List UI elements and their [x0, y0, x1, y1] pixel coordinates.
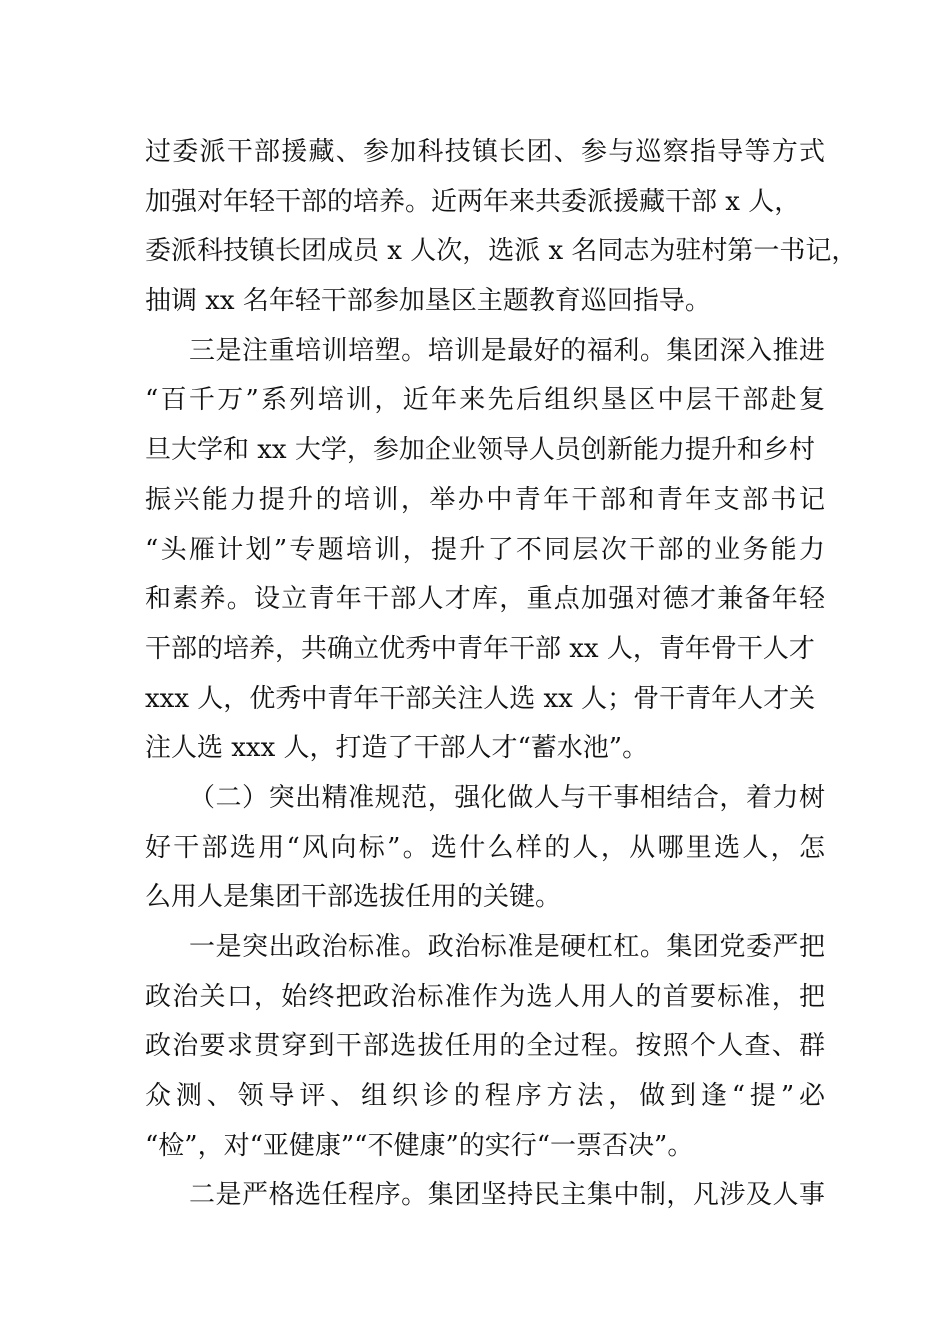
text-line: 委派科技镇长团成员 x 人次，选派 x 名同志为驻村第一书记， [145, 236, 858, 267]
text-line: 众测、领导评、组织诊的程序方法，做到逢“提”必 [145, 1081, 825, 1112]
paragraph-first-line: 一是突出政治标准。政治标准是硬杠杠。集团党委严把 [189, 932, 825, 962]
text-line: 干部的培养，共确立优秀中青年干部 xx 人，青年骨干人才 [145, 633, 815, 664]
text-line: 政治要求贯穿到干部选拔任用的全过程。按照个人查、群 [145, 1031, 825, 1062]
text-line: 注人选 xxx 人，打造了干部人才“蓄水池”。 [145, 733, 649, 764]
text-line: 过委派干部援藏、参加科技镇长团、参与巡察指导等方式 [145, 137, 825, 167]
text-line: “检”，对“亚健康”“不健康”的实行“一票否决”。 [145, 1130, 694, 1161]
body-text [145, 128, 858, 1221]
text-line: 政治关口，始终把政治标准作为选人用人的首要标准，把 [145, 981, 825, 1012]
text-line: “头雁计划”专题培训，提升了不同层次干部的业务能力 [145, 534, 825, 565]
text-line: xxx 人，优秀中青年干部关注人选 xx 人；骨干青年人才关 [145, 683, 816, 714]
text-line: 加强对年轻干部的培养。近两年来共委派援藏干部 x 人， [145, 186, 801, 217]
section-heading-line: （二）突出精准规范，强化做人与干事相结合，着力树 [189, 782, 825, 813]
text-line: 和素养。设立青年干部人才库，重点加强对德才兼备年轻 [145, 584, 825, 615]
paragraph-first-line: 三是注重培训培塑。培训是最好的福利。集团深入推进 [189, 335, 825, 366]
text-line: 旦大学和 xx 大学，参加企业领导人员创新能力提升和乡村 [145, 435, 815, 466]
text-line: “百千万”系列培训，近年来先后组织垦区中层干部赴复 [145, 385, 825, 416]
text-line: 抽调 xx 名年轻干部参加垦区主题教育巡回指导。 [145, 286, 711, 317]
paragraph-first-line: 二是严格选任程序。集团坚持民主集中制，凡涉及人事 [189, 1180, 825, 1211]
text-line: 么用人是集团干部选拔任用的关键。 [145, 882, 562, 913]
text-line: 振兴能力提升的培训，举办中青年干部和青年支部书记 [145, 484, 825, 515]
text-line: 好干部选用“风向标”。选什么样的人，从哪里选人，怎 [145, 832, 825, 863]
